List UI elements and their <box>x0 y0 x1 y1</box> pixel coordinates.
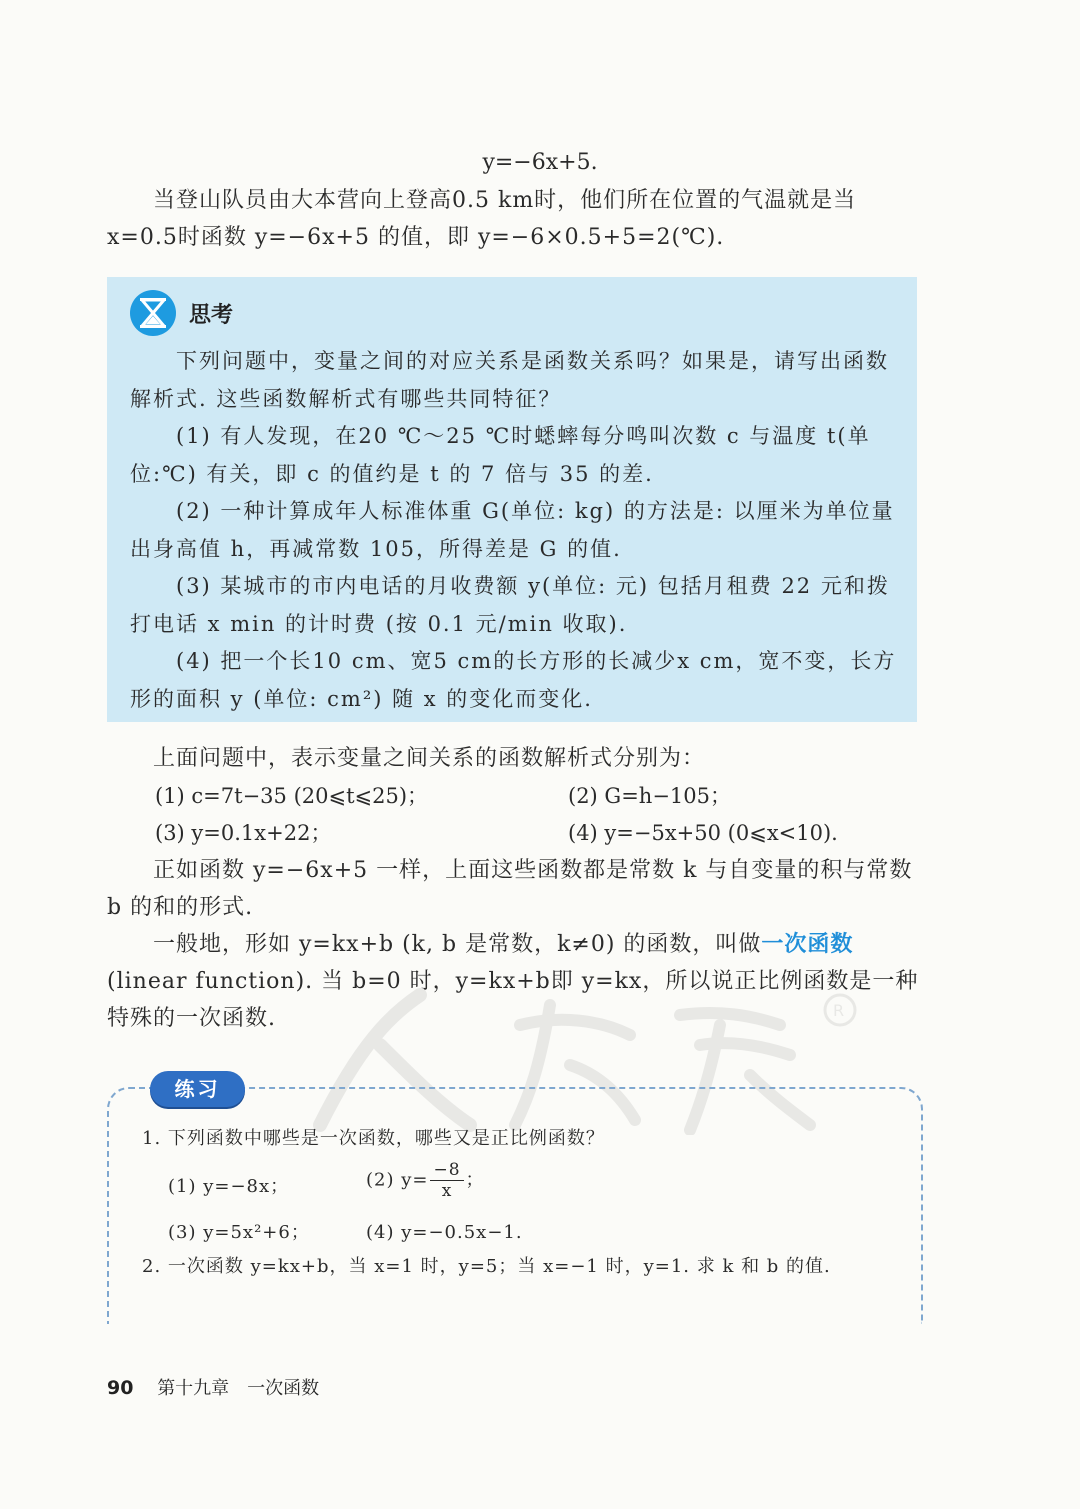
think-item-4: (4) 把一个长10 cm、宽5 cm的长方形的长减少x cm，宽不变，长方形的面积 y (单位: cm²) 随 x 的变化而变化. <box>130 649 897 711</box>
exercise-q1-d: (4) y=−0.5x−1. <box>366 1222 523 1243</box>
think-header <box>129 289 233 337</box>
answers-row <box>155 815 925 852</box>
think-content <box>130 343 900 718</box>
think-item-3: (3) 某城市的市内电话的月收费额 y(单位: 元) 包括月租费 22 元和拨打电话 x min 的计时费 (按 0.1 元/min 收取). <box>130 574 890 636</box>
exercise-tag: 练习 <box>150 1071 245 1107</box>
answer-3: (3) y=0.1x+22； <box>155 821 332 845</box>
exercise-box <box>107 1087 923 1324</box>
exercise-q1-c: (3) y=5x²+6； <box>168 1222 310 1243</box>
fraction-denominator: x <box>441 1181 453 1201</box>
term-linear-function: 一次函数 <box>761 932 854 957</box>
paragraph-altitude: 当登山队员由大本营向上登高0.5 km时，他们所在位置的气温就是当x=0.5时函数 y=−6x+5 的值，即 y=−6×0.5+5=2(℃). <box>107 188 857 250</box>
answer-1: (1) c=7t−35 (20⩽t⩽25)； <box>155 784 429 808</box>
paragraph-definition <box>107 926 919 1037</box>
definition-text: 一般地，形如 y=kx+b (k, b 是常数，k≠0) 的函数，叫做 <box>153 932 762 957</box>
answer-4: (4) y=−5x+50 (0⩽x<10). <box>568 821 838 845</box>
answers-grid <box>155 778 925 852</box>
page-number: 90 <box>107 1377 134 1399</box>
exercise-q1-a: (1) y=−8x； <box>168 1176 290 1197</box>
fraction-numerator: −8 <box>430 1160 463 1181</box>
fraction <box>430 1160 463 1201</box>
think-item-2: (2) 一种计算成年人标准体重 G(单位: kg) 的方法是: 以厘米为单位量出身高值 h，再减常数 105，所得差是 G 的值. <box>130 499 895 561</box>
exercise-q2: 2. 一次函数 y=kx+b，当 x=1 时，y=5；当 x=−1 时，y=1. 求 k 和 b 的值. <box>142 1256 831 1277</box>
answer-2: (2) G=h−105； <box>568 784 731 808</box>
chapter-title: 第十九章 一次函数 <box>157 1378 320 1399</box>
hourglass-icon <box>129 289 177 337</box>
q1-b-post: ； <box>465 1169 485 1191</box>
exercise-q1-b <box>366 1160 485 1201</box>
think-box <box>107 277 917 722</box>
think-title: 思考 <box>189 302 234 328</box>
svg-text:R: R <box>833 1001 845 1020</box>
definition-text-cont: (linear function). 当 b=0 时，y=kx+b即 y=kx，所以说正比例函数是一种特殊的一次函数. <box>107 969 919 1031</box>
think-item-1: (1) 有人发现，在20 ℃～25 ℃时蟋蟀每分鸣叫次数 c 与温度 t(单位:℃) 有关，即 c 的值约是 t 的 7 倍与 35 的差. <box>130 424 871 486</box>
q1-b-pre: (2) y= <box>366 1169 429 1191</box>
paragraph-form: 正如函数 y=−6x+5 一样，上面这些函数都是常数 k 与自变量的积与常数 b 的和的形式. <box>107 858 913 920</box>
exercise-q1: 1. 下列函数中哪些是一次函数，哪些又是正比例函数？ <box>142 1128 605 1149</box>
formula-line: y=−6x+5. <box>482 150 598 175</box>
think-question: 下列问题中，变量之间的对应关系是函数关系吗？如果是，请写出函数解析式. 这些函数解析式有哪些共同特征？ <box>130 349 889 411</box>
answers-row <box>155 778 925 815</box>
page-footer <box>107 1374 319 1400</box>
answers-lead: 上面问题中，表示变量之间关系的函数解析式分别为： <box>153 746 706 771</box>
